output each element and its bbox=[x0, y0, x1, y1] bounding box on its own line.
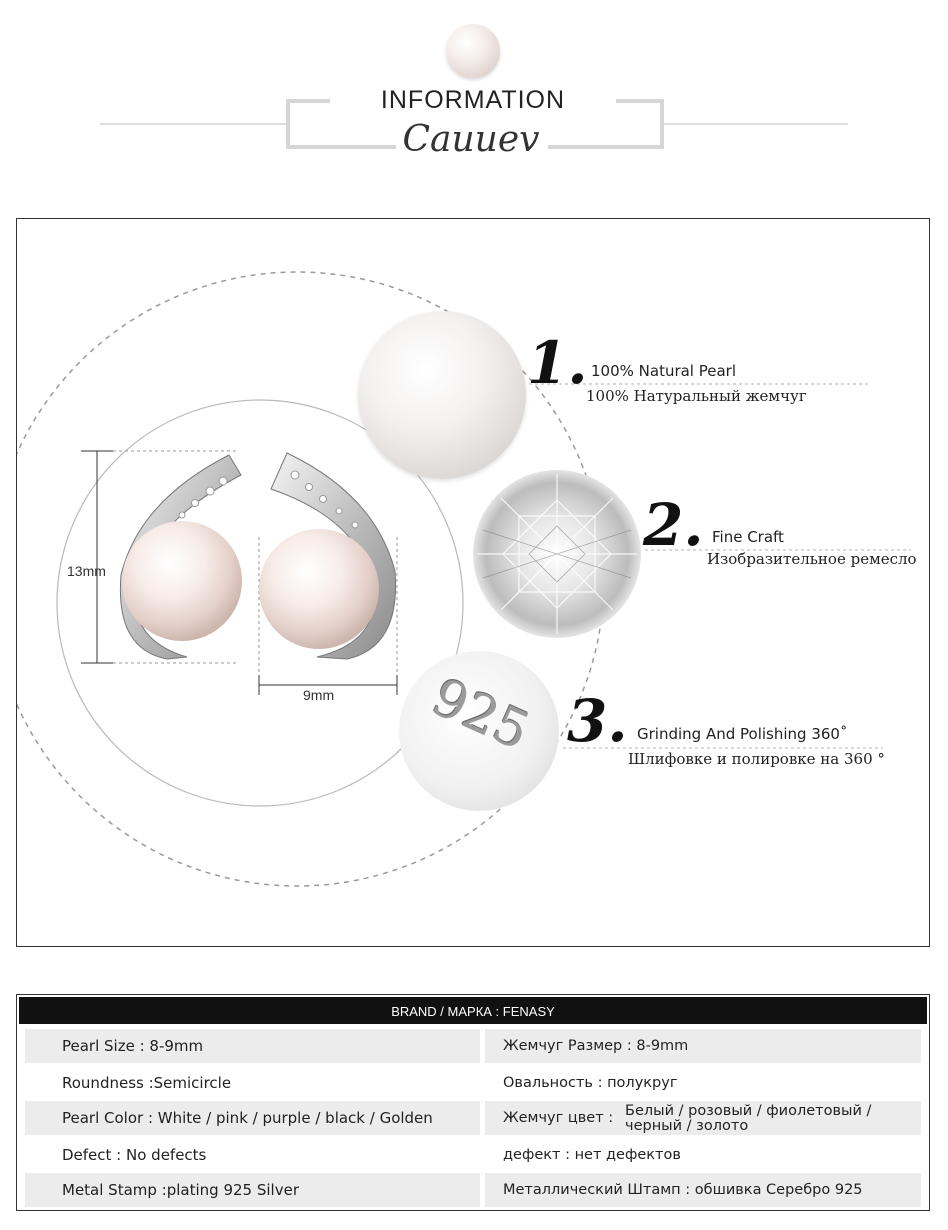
right-earring bbox=[259, 453, 396, 659]
stamp-closeup-image bbox=[399, 651, 559, 811]
pearl-color-ru-label: Жемчуг цвет : bbox=[503, 1110, 614, 1126]
feature-panel bbox=[16, 218, 930, 947]
feature-1-label-en: 100% Natural Pearl bbox=[591, 362, 737, 380]
roundness-ru: Овальность : полукруг bbox=[503, 1075, 678, 1091]
header-title: INFORMATION bbox=[330, 86, 616, 115]
brand-header: BRAND / МАРКА : FENASY bbox=[19, 997, 927, 1024]
header-left-rule bbox=[100, 123, 286, 125]
defect-ru: дефект : нет дефектов bbox=[503, 1147, 681, 1163]
feature-1-label-ru: 100% Натуральный жемчуг bbox=[586, 387, 807, 405]
table-row bbox=[25, 1066, 921, 1100]
zircon-closeup-image bbox=[473, 470, 641, 638]
spec-table bbox=[16, 994, 930, 1211]
table-row bbox=[25, 1173, 921, 1207]
table-row bbox=[25, 1029, 921, 1063]
gem-facets bbox=[473, 470, 641, 638]
table-row bbox=[25, 1101, 921, 1135]
pearl-icon bbox=[446, 24, 500, 78]
width-dimension-label: 9mm bbox=[303, 687, 335, 703]
metal-stamp-ru: Металлический Штамп : обшивка Серебро 925 bbox=[503, 1182, 863, 1198]
feature-number-1: 1. bbox=[527, 329, 588, 397]
silver-stamp-mark: 925 bbox=[423, 667, 539, 763]
feature-3-label-en: Grinding And Polishing 360˚ bbox=[637, 725, 848, 743]
header bbox=[0, 0, 948, 190]
roundness-en: Roundness :Semicircle bbox=[62, 1074, 232, 1092]
pearl-color-en: Pearl Color : White / pink / purple / black / Golden bbox=[62, 1109, 433, 1127]
pearl-closeup-image bbox=[358, 311, 526, 479]
pearl-color-ru-value: Белый / розовый / фиолетовый / черный / золото bbox=[625, 1103, 872, 1134]
metal-stamp-en: Metal Stamp :plating 925 Silver bbox=[62, 1181, 299, 1199]
feature-number-3: 3. bbox=[567, 687, 628, 755]
header-script-logo: Cauuev bbox=[396, 120, 546, 160]
feature-2-label-ru: Изобразительное ремесло bbox=[707, 550, 917, 568]
height-dimension-label: 13mm bbox=[67, 563, 106, 579]
left-earring bbox=[120, 455, 242, 659]
defect-en: Defect : No defects bbox=[62, 1146, 207, 1164]
feature-3-label-ru: Шлифовке и полировке на 360 ° bbox=[628, 750, 885, 768]
table-row bbox=[25, 1138, 921, 1172]
feature-number-2: 2. bbox=[643, 491, 704, 559]
pearl-size-en: Pearl Size : 8-9mm bbox=[62, 1037, 204, 1055]
header-right-rule bbox=[664, 123, 848, 125]
pearl-size-ru: Жемчуг Размер : 8-9mm bbox=[503, 1038, 689, 1054]
feature-2-label-en: Fine Craft bbox=[712, 528, 784, 546]
